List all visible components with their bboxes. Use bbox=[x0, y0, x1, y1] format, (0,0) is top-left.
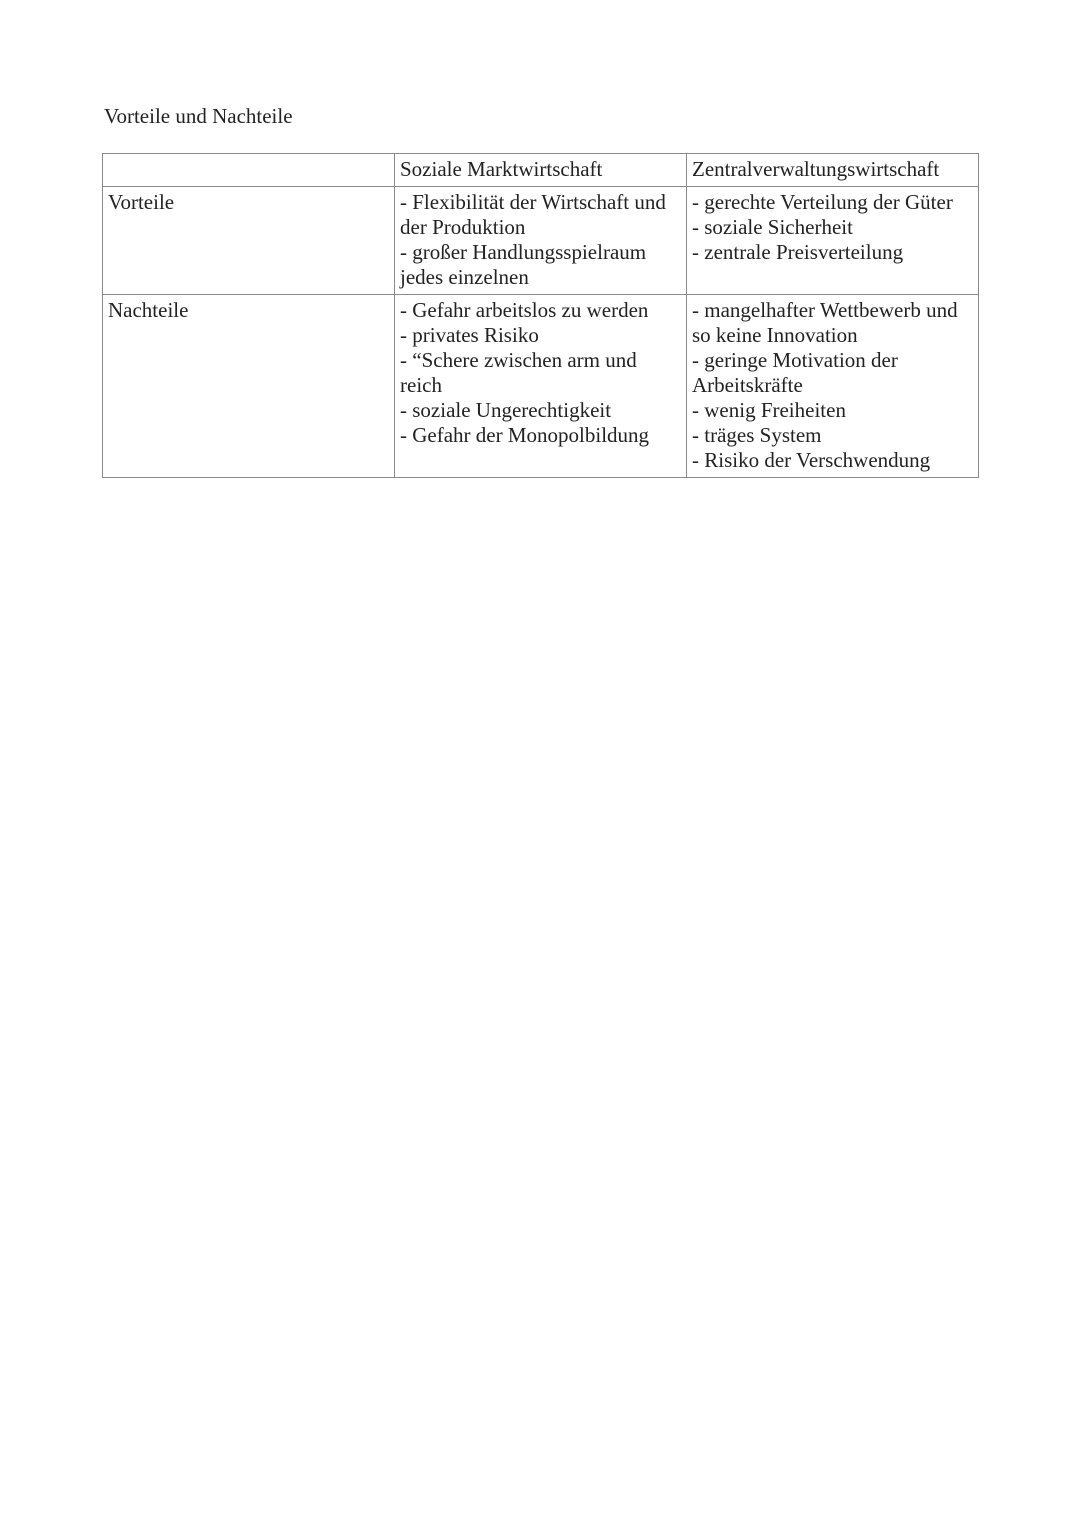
cell-vorteile-soziale bbox=[395, 187, 687, 295]
list-item: - Flexibilität der Wirtschaft und der Produktion bbox=[400, 190, 666, 239]
list-item: - soziale Sicherheit bbox=[692, 215, 853, 239]
list-item: - großer Handlungsspielraum jedes einzelnen bbox=[400, 240, 647, 289]
list-item: - träges System bbox=[692, 423, 822, 447]
list-item: - soziale Ungerechtigkeit bbox=[400, 398, 612, 422]
cell-vorteile-zentral bbox=[687, 187, 979, 295]
header-cell-empty bbox=[103, 154, 395, 187]
list-item: - gerechte Verteilung der Güter bbox=[692, 190, 953, 214]
list-item: - geringe Motivation der Arbeitskräfte bbox=[692, 348, 898, 397]
header-cell-zentralverwaltungswirtschaft: Zentralverwaltungswirtschaft bbox=[687, 154, 979, 187]
cell-nachteile-soziale bbox=[395, 295, 687, 478]
header-cell-soziale-marktwirtschaft: Soziale Marktwirtschaft bbox=[395, 154, 687, 187]
cell-nachteile-zentral bbox=[687, 295, 979, 478]
list-item: - wenig Freiheiten bbox=[692, 398, 846, 422]
list-item: - mangelhafter Wettbewerb und so keine Innovation bbox=[692, 298, 958, 347]
list-item: - Gefahr arbeitslos zu werden bbox=[400, 298, 649, 322]
list-item: - Gefahr der Monopolbildung bbox=[400, 423, 650, 447]
list-item: - “Schere zwischen arm und reich bbox=[400, 348, 637, 397]
list-item: - Risiko der Verschwendung bbox=[692, 448, 931, 472]
table-row-nachteile bbox=[103, 295, 979, 478]
list-item: - zentrale Preisverteilung bbox=[692, 240, 904, 264]
row-label-vorteile: Vorteile bbox=[103, 187, 395, 295]
row-label-nachteile: Nachteile bbox=[103, 295, 395, 478]
table-row-vorteile bbox=[103, 187, 979, 295]
comparison-table bbox=[102, 153, 979, 478]
table-header-row bbox=[103, 154, 979, 187]
page-title: Vorteile und Nachteile bbox=[104, 104, 293, 128]
list-item: - privates Risiko bbox=[400, 323, 539, 347]
